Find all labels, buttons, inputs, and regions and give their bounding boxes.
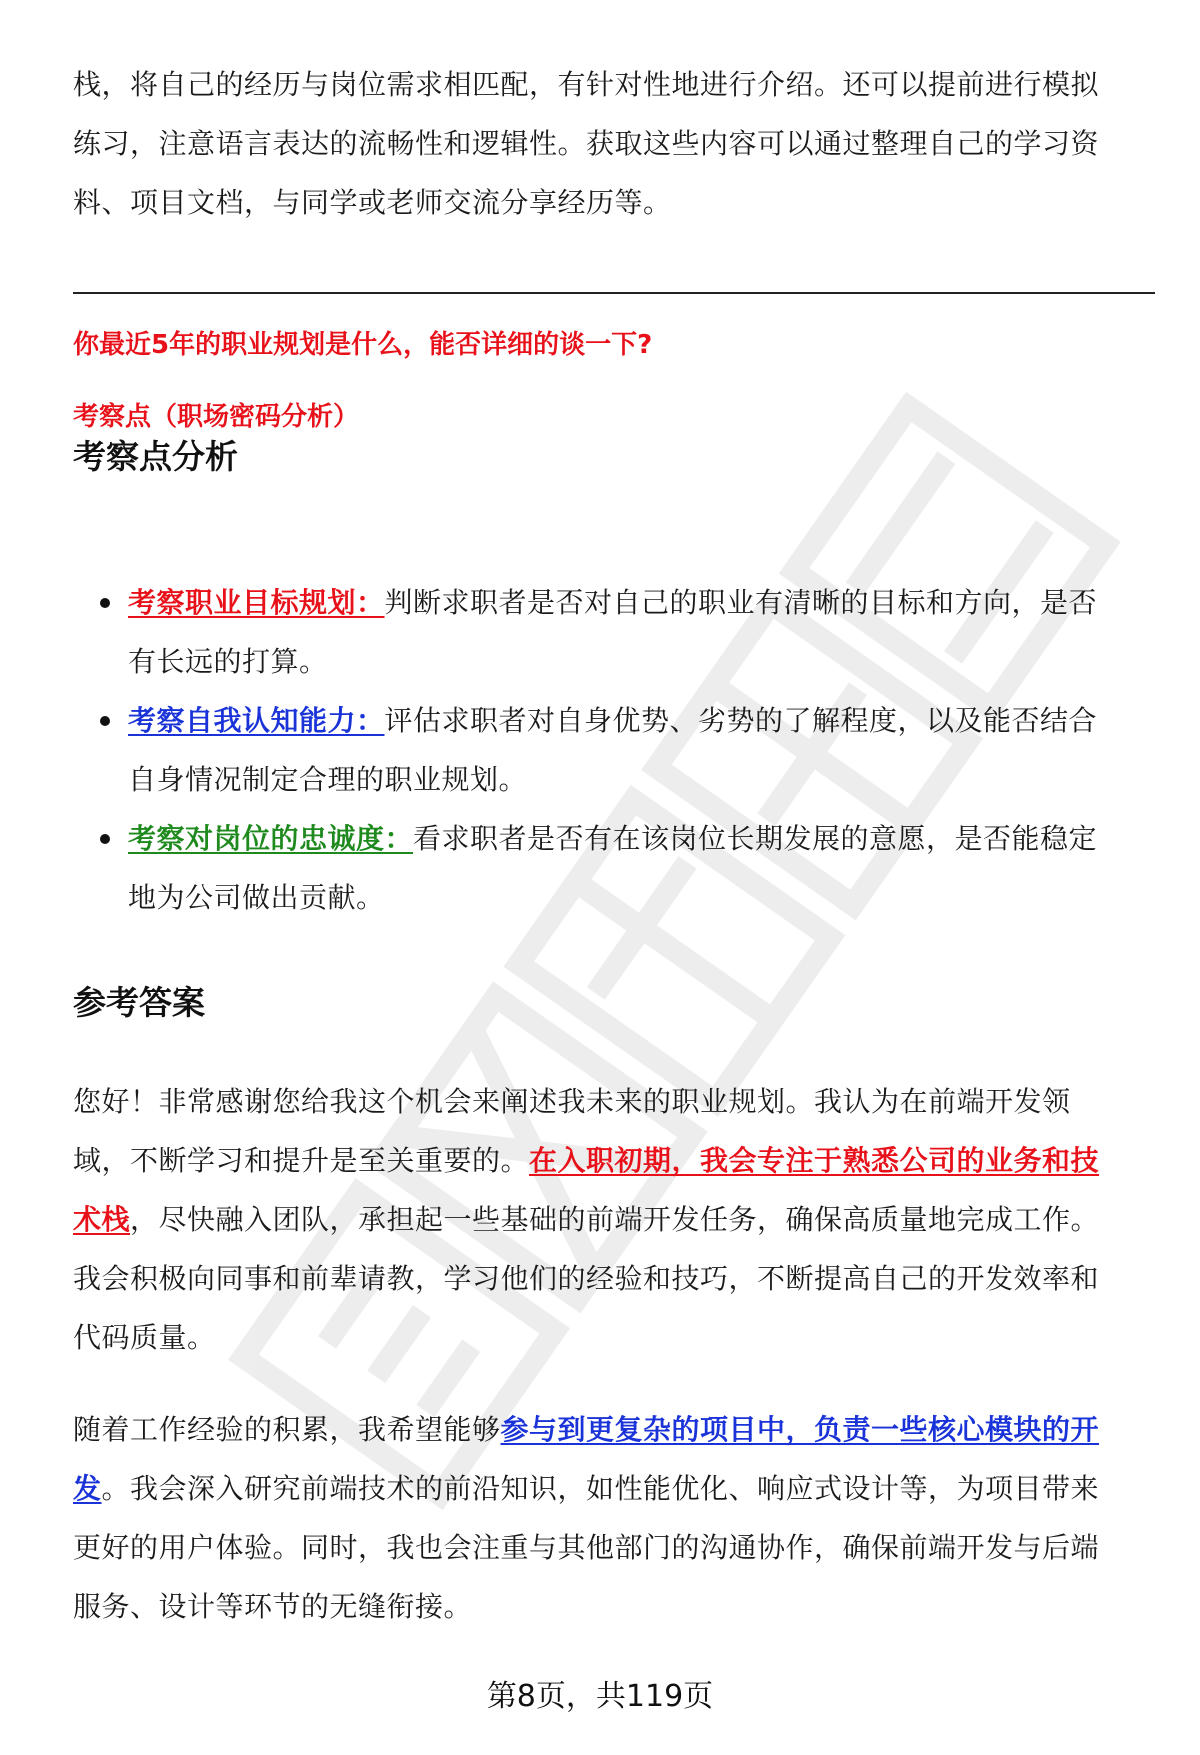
answer-line xyxy=(73,1400,1153,1459)
bullet-icon xyxy=(100,598,110,608)
analysis-item-text: 地为公司做出贡献。 xyxy=(128,881,385,914)
answer-heading: 参考答案 xyxy=(73,983,205,1022)
answer-line: 我会积极向同事和前辈请教，学习他们的经验和技巧，不断提高自己的开发效率和 xyxy=(73,1262,1100,1295)
answer-text: 随着工作经验的积累，我希望能够 xyxy=(73,1413,501,1446)
page-number: 第8页，共119页 xyxy=(486,1679,714,1714)
analysis-item-text: 看求职者是否有在该岗位长期发展的意愿，是否能稳定 xyxy=(413,822,1098,855)
analysis-item xyxy=(73,809,1153,927)
answer-paragraph xyxy=(73,1400,1153,1636)
answer-line xyxy=(73,1459,1153,1518)
answer-text: 域，不断学习和提升是至关重要的。 xyxy=(73,1144,530,1177)
interview-question: 你最近5年的职业规划是什么，能否详细的谈一下? xyxy=(73,330,653,360)
bullet-icon xyxy=(100,834,110,844)
analysis-item xyxy=(73,691,1153,809)
answer-line xyxy=(73,1131,1153,1190)
answer-paragraph xyxy=(73,1072,1153,1367)
answer-line: 您好！非常感谢您给我这个机会来阐述我未来的职业规划。我认为在前端开发领 xyxy=(73,1085,1071,1118)
answer-text: 。我会深入研究前端技术的前沿知识，如性能优化、响应式设计等，为项目带来 xyxy=(101,1472,1100,1505)
assessment-point-title: 考察点（职场密码分析） xyxy=(73,402,360,432)
analysis-item-text: 判断求职者是否对自己的职业有清晰的目标和方向，是否 xyxy=(384,586,1098,619)
analysis-item-label: 考察职业目标规划： xyxy=(128,586,385,619)
bullet-icon xyxy=(100,716,110,726)
answer-line xyxy=(73,1190,1153,1249)
answer-line: 服务、设计等环节的无缝衔接。 xyxy=(73,1590,473,1623)
answer-highlight: 术栈 xyxy=(73,1203,131,1236)
answer-highlight: 发 xyxy=(73,1472,102,1505)
analysis-item-text: 有长远的打算。 xyxy=(128,645,328,678)
analysis-heading: 考察点分析 xyxy=(73,437,238,476)
section-divider xyxy=(73,292,1155,294)
analysis-item xyxy=(73,573,1153,691)
answer-highlight: 在入职初期，我会专注于熟悉公司的业务和技 xyxy=(529,1144,1100,1177)
answer-highlight: 参与到更复杂的项目中，负责一些核心模块的开 xyxy=(500,1413,1100,1446)
intro-paragraph xyxy=(73,55,1153,232)
analysis-item-text: 评估求职者对自身优势、劣势的了解程度，以及能否结合 xyxy=(384,704,1098,737)
analysis-list xyxy=(73,573,1153,927)
analysis-item-label: 考察自我认知能力： xyxy=(128,704,385,737)
answer-line: 代码质量。 xyxy=(73,1321,216,1354)
intro-line: 练习，注意语言表达的流畅性和逻辑性。获取这些内容可以通过整理自己的学习资 xyxy=(73,127,1100,160)
intro-line: 栈，将自己的经历与岗位需求相匹配，有针对性地进行介绍。还可以提前进行模拟 xyxy=(73,68,1100,101)
analysis-item-label: 考察对岗位的忠诚度： xyxy=(128,822,414,855)
answer-line: 更好的用户体验。同时，我也会注重与其他部门的沟通协作，确保前端开发与后端 xyxy=(73,1531,1100,1564)
analysis-item-text: 自身情况制定合理的职业规划。 xyxy=(128,763,528,796)
intro-line: 料、项目文档，与同学或老师交流分享经历等。 xyxy=(73,186,672,219)
answer-text: ，尽快融入团队，承担起一些基础的前端开发任务，确保高质量地完成工作。 xyxy=(130,1203,1100,1236)
